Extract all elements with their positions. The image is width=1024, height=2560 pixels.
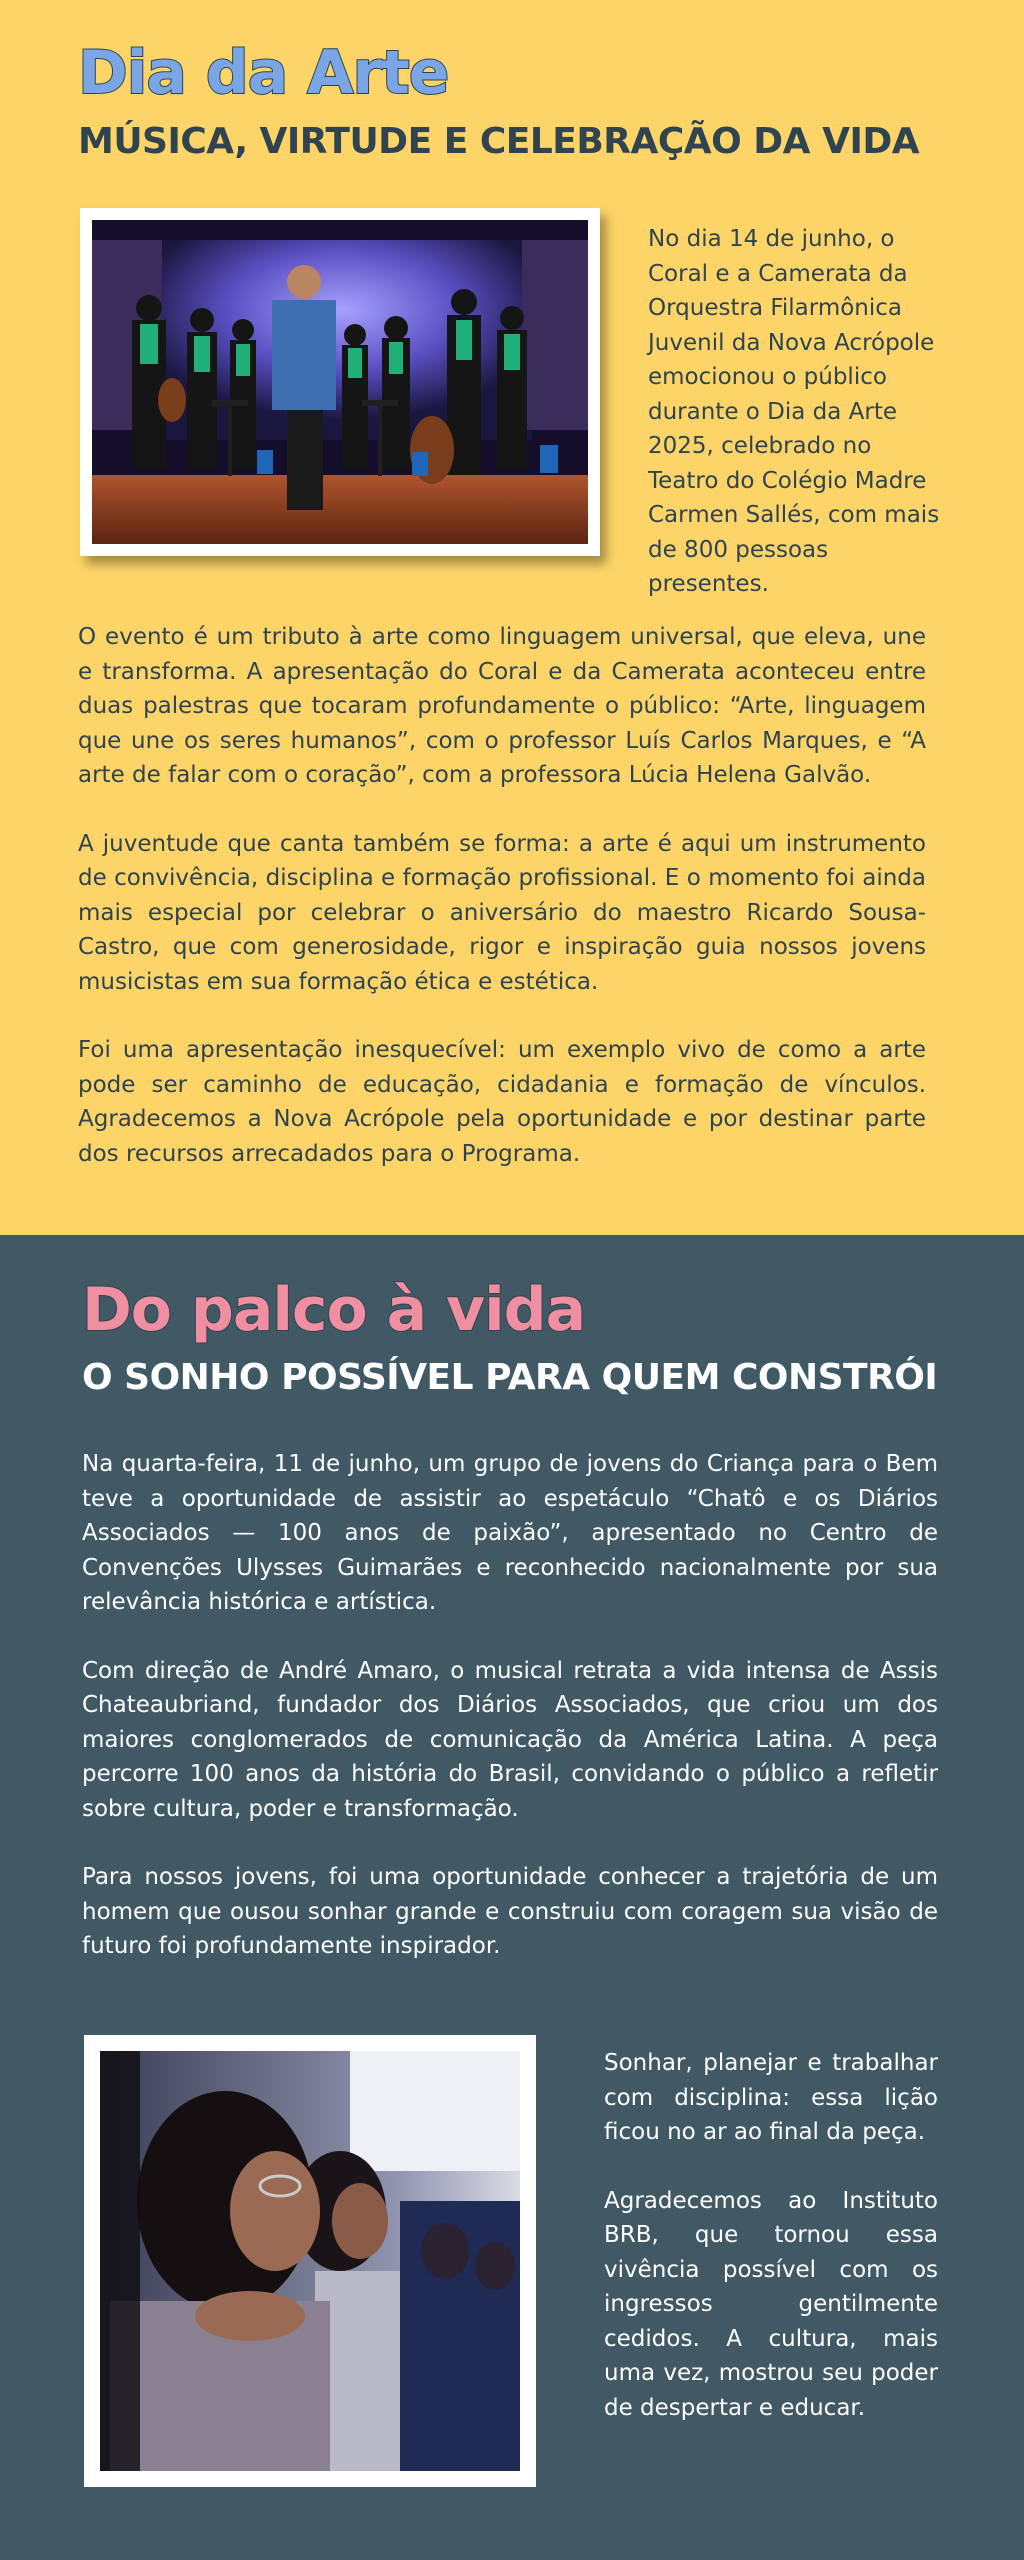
section-subtitle: MÚSICA, VIRTUDE E CELEBRAÇÃO DA VIDA [78,121,920,162]
paragraph: Com direção de André Amaro, o musical retrata a vida intensa de Assis Chateaubriand, fundador dos Diários Associados, que criou um dos maiores conglomerados de comunicação da América Latina. A peça percorre 100 anos da história do Brasil, convidando o público a refletir sobre cultura, poder e transformação. [82,1657,938,1822]
section-do-palco-a-vida [0,1235,1024,2560]
concert-photo-image [92,220,588,544]
section-dia-da-arte [0,0,1024,1235]
section-subtitle: O SONHO POSSÍVEL PARA QUEM CONSTRÓI [82,1357,938,1398]
section-title: Dia da Arte [78,38,449,108]
intro-text: No dia 14 de junho, o Coral e a Camerata da Orquestra Filarmônica Juvenil da Nova Acrópole emocionou o público durante o Dia da Arte 2025, celebrado no Teatro do Colégio Madre Carmen Sallés, com mais de 800 pessoas presentes. [648,226,940,597]
audience-photo-image [100,2051,520,2471]
paragraph: Para nossos jovens, foi uma oportunidade conhecer a trajetória de um homem que ousou sonhar grande e construiu com coragem sua visão de futuro foi profundamente inspirador. [82,1864,938,1959]
audience-photo [84,2035,536,2487]
paragraph: Na quarta-feira, 11 de junho, um grupo de jovens do Criança para o Bem teve a oportunidade de assistir ao espetáculo “Chatô e os Diários Associados — 100 anos de paixão”, apresentado no Centro de Convenções Ulysses Guimarães e reconhecido nacionalmente por sua relevância histórica e artística. [82,1451,938,1615]
paragraph: A juventude que canta também se forma: a arte é aqui um instrumento de convivência, disciplina e formação profissional. E o momento foi ainda mais especial por celebrar o aniversário do maestro Ricardo Sousa-Castro, que com generosidade, rigor e inspiração guia nossos jovens musicistas em sua formação ética e estética. [78,830,926,995]
concert-photo [80,208,600,556]
paragraph: Foi uma apresentação inesquecível: um exemplo vivo de como a arte pode ser caminho de educação, cidadania e formação de vínculos. Agradecemos a Nova Acrópole pela oportunidade e por destinar parte dos recursos arrecadados para o Programa. [78,1037,926,1167]
paragraph: O evento é um tributo à arte como linguagem universal, que eleva, une e transforma. A apresentação do Coral e da Camerata aconteceu entre duas palestras que tocaram profundamente o público: “Arte, linguagem que une os seres humanos”, com o professor Luís Carlos Marques, e “A arte de falar com o coração”, com a professora Lúcia Helena Galvão. [78,624,926,788]
section2-body [82,1447,938,1964]
paragraph: Sonhar, planejar e trabalhar com disciplina: essa lição ficou no ar ao final da peça. [604,2050,938,2145]
section1-body [78,620,926,1171]
paragraph: Agradecemos ao Instituto BRB, que tornou essa vivência possível com os ingressos gentilmente cedidos. A cultura, mais uma vez, mostrou seu poder de despertar e educar. [604,2187,938,2421]
side-text [604,2046,938,2425]
section-title: Do palco à vida [82,1275,586,1345]
